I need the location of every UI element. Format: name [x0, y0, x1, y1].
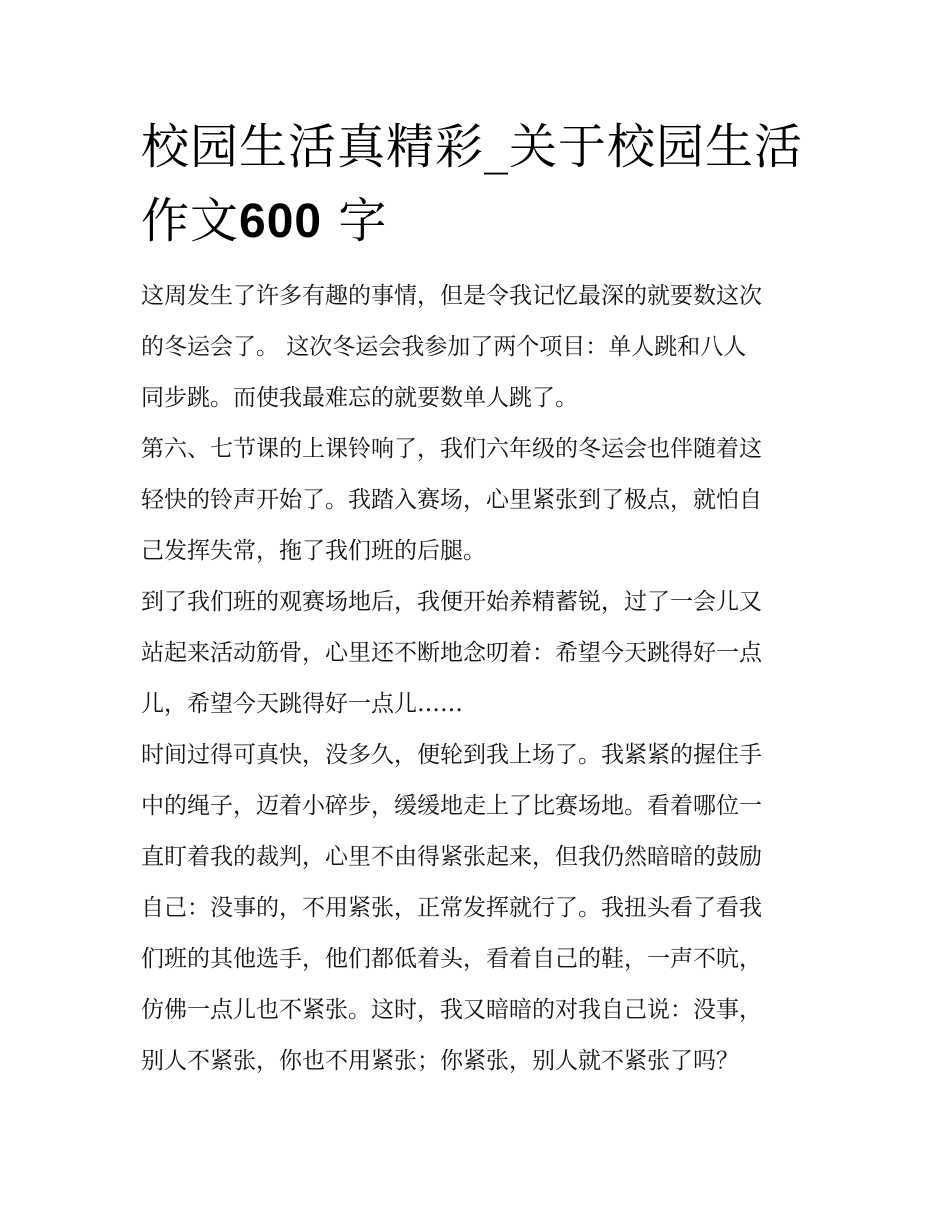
paragraph-line: 仿佛一点儿也不紧张。这时，我又暗暗的对我自己说：没事， — [141, 997, 762, 1023]
paragraph-line: 儿，希望今天跳得好一点儿…… — [141, 691, 463, 717]
paragraph-2 — [141, 424, 813, 577]
title-line-1: 校园生活真精彩_关于校园生活 — [141, 119, 804, 175]
paragraph-line: 到了我们班的观赛场地后，我便开始养精蓄锐，过了一会儿又 — [141, 589, 762, 615]
paragraph-3 — [141, 577, 813, 730]
paragraph-line: 这周发生了许多有趣的事情，但是令我记忆最深的就要数这次 — [141, 283, 762, 309]
document-body — [141, 271, 813, 1087]
document-content — [141, 110, 813, 1087]
paragraph-line: 们班的其他选手，他们都低着头，看着自己的鞋，一声不吭， — [141, 946, 762, 972]
title-suffix: 字 — [322, 193, 388, 249]
paragraph-line: 站起来活动筋骨，心里还不断地念叨着：希望今天跳得好一点 — [141, 640, 762, 666]
paragraph-line: 自己：没事的，不用紧张，正常发挥就行了。我扭头看了看我 — [141, 895, 762, 921]
paragraph-line: 轻快的铃声开始了。我踏入赛场，心里紧张到了极点，就怕自 — [141, 487, 762, 513]
paragraph-line: 的冬运会了。 这次冬运会我参加了两个项目：单人跳和八人 — [141, 334, 747, 360]
paragraph-line: 直盯着我的裁判，心里不由得紧张起来，但我仍然暗暗的鼓励 — [141, 844, 762, 870]
paragraph-line: 中的绳子，迈着小碎步，缓缓地走上了比赛场地。看着哪位一 — [141, 793, 762, 819]
paragraph-line: 第六、七节课的上课铃响了，我们六年级的冬运会也伴随着这 — [141, 436, 762, 462]
title-line-2 — [141, 184, 813, 259]
paragraph-1 — [141, 271, 813, 424]
document-title — [141, 110, 813, 259]
paragraph-line: 时间过得可真快，没多久，便轮到我上场了。我紧紧的握住手 — [141, 742, 762, 768]
paragraph-line: 别人不紧张，你也不用紧张；你紧张，别人就不紧张了吗？ — [141, 1048, 739, 1074]
title-number: 600 — [239, 195, 323, 248]
paragraph-line: 己发挥失常，拖了我们班的后腿。 — [141, 538, 486, 564]
paragraph-4 — [141, 730, 813, 1087]
paragraph-line: 同步跳。而使我最难忘的就要数单人跳了。 — [141, 385, 578, 411]
title-line-2-text: 作文 — [141, 193, 240, 249]
